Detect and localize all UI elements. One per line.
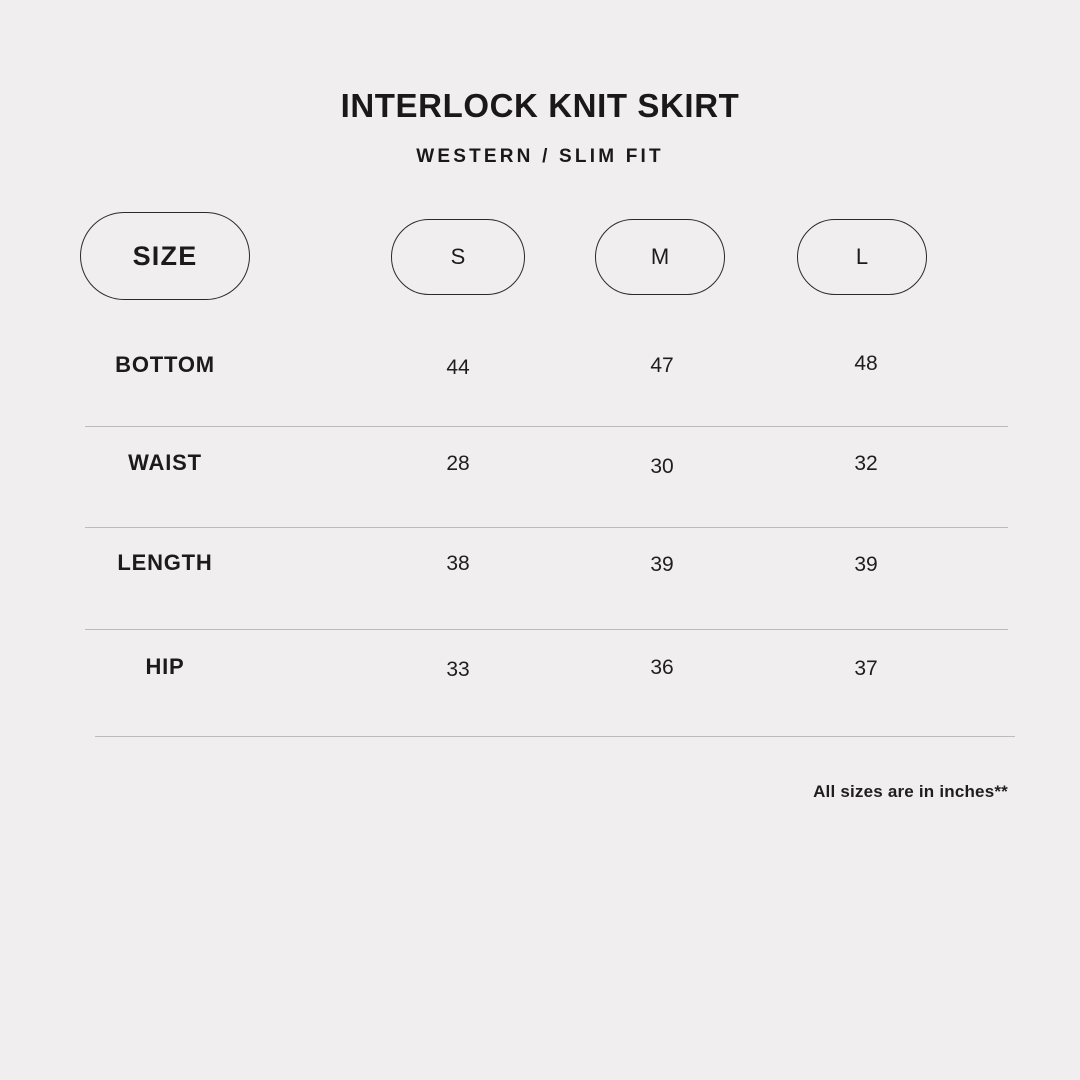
size-column-m <box>595 219 725 295</box>
measurements-table <box>0 328 1080 728</box>
row-value-l: 32 <box>854 452 878 476</box>
row-label: BOTTOM <box>115 352 215 378</box>
size-column-l <box>797 219 927 295</box>
row-divider <box>95 736 1015 737</box>
row-value-l: 37 <box>854 657 878 681</box>
row-value-m: 47 <box>650 354 674 378</box>
row-value-s: 28 <box>446 452 470 476</box>
row-value-s: 33 <box>446 658 470 682</box>
page-title: INTERLOCK KNIT SKIRT <box>340 87 740 124</box>
table-row <box>0 528 1080 628</box>
size-label-text: SIZE <box>132 240 198 271</box>
row-value-l: 39 <box>854 553 878 577</box>
page-subtitle: WESTERN / SLIM FIT <box>416 146 664 168</box>
row-value-m: 30 <box>650 455 674 479</box>
units-footnote: All sizes are in inches** <box>813 782 1008 801</box>
row-divider <box>85 426 1008 427</box>
row-value-m: 39 <box>650 553 674 577</box>
size-column-s <box>391 219 525 295</box>
size-label-pill <box>80 212 250 300</box>
header <box>0 0 1080 168</box>
row-label: LENGTH <box>117 550 213 576</box>
table-row <box>0 328 1080 428</box>
row-value-m: 36 <box>650 656 674 680</box>
table-row <box>0 628 1080 728</box>
table-row <box>0 428 1080 528</box>
size-header-row <box>0 212 1080 304</box>
size-column-l-label: L <box>855 244 869 270</box>
size-column-s-label: S <box>450 244 466 270</box>
row-value-l: 48 <box>854 352 878 376</box>
row-value-s: 44 <box>446 356 470 380</box>
row-label: HIP <box>145 654 185 680</box>
row-value-s: 38 <box>446 552 470 576</box>
size-column-m-label: M <box>650 244 670 270</box>
row-label: WAIST <box>128 450 202 476</box>
